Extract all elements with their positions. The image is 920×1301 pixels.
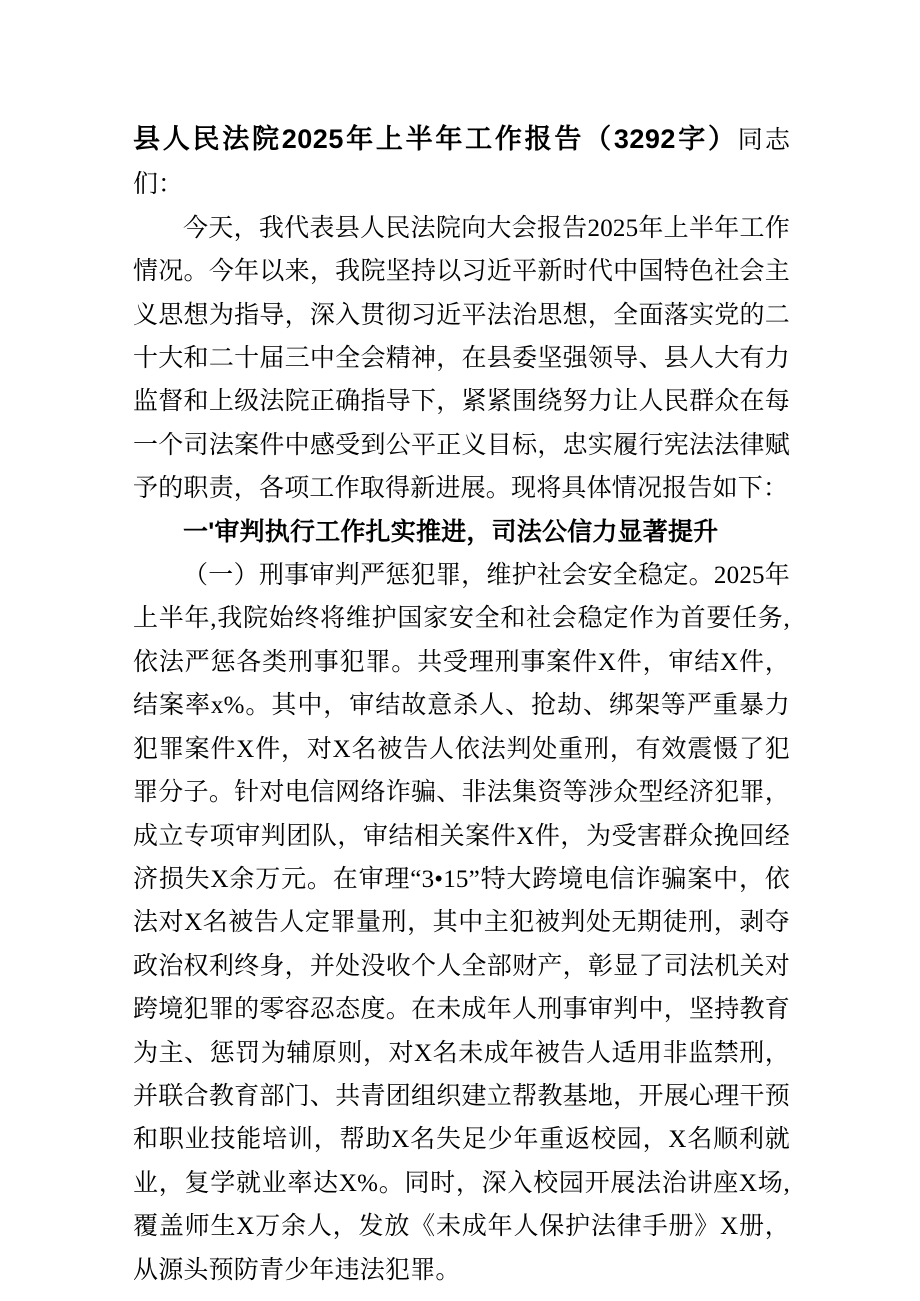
doc-title: 县人民法院2025年上半年工作报告（3292字） <box>133 124 738 154</box>
document-page <box>133 118 790 1292</box>
section-1-heading: 一'审判执行工作扎实推进，司法公信力显著提升 <box>183 517 719 546</box>
intro-paragraph: 今天，我代表县人民法院向大会报告2025年上半年工作情况。今年以来，我院坚持以习近平新时代中国特色社会主义思想为指导，深入贯彻习近平法治思想，全面落实党的二十大和二十届三中全会精神，在县委坚强领导、县人大有力监督和上级法院正确指导下，紧紧围绕努力让人民群众在每一个司法案件中感受到公平正义目标，忠实履行宪法法律赋予的职责，各项工作取得新进展。现将具体情况报告如下： <box>133 214 790 503</box>
section-1-paragraph: （一）刑事审判严惩犯罪，维护社会安全稳定。2025年上半年,我院始终将维护国家安全和社会稳定作为首要任务,依法严惩各类刑事犯罪。共受理刑事案件X件，审结X件，结案率x%。其中，审结故意杀人、抢劫、绑架等严重暴力犯罪案件X件，对X名被告人依法判处重刑，有效震慑了犯罪分子。针对电信网络诈骗、非法集资等涉众型经济犯罪，成立专项审判团队，审结相关案件X件，为受害群众挽回经济损失X余万元。在审理“3•15”特大跨境电信诈骗案中，依法对X名被告人定罪量刑，其中主犯被判处无期徒刑，剥夺政治权利终身，并处没收个人全部财产，彰显了司法机关对跨境犯罪的零容忍态度。在未成年人刑事审判中，坚持教育为主、惩罚为辅原则，对X名未成年被告人适用非监禁刑，并联合教育部门、共青团组织建立帮教基地，开展心理干预和职业技能培训，帮助X名失足少年重返校园，X名顺利就业，复学就业率达X%。同时，深入校园开展法治讲座X场,覆盖师生X万余人，发放《未成年人保护法律手册》X册，从源头预防青少年违法犯罪。 <box>133 562 790 1284</box>
salutation: 同志们： <box>133 127 790 199</box>
doc-title-line <box>133 118 790 207</box>
